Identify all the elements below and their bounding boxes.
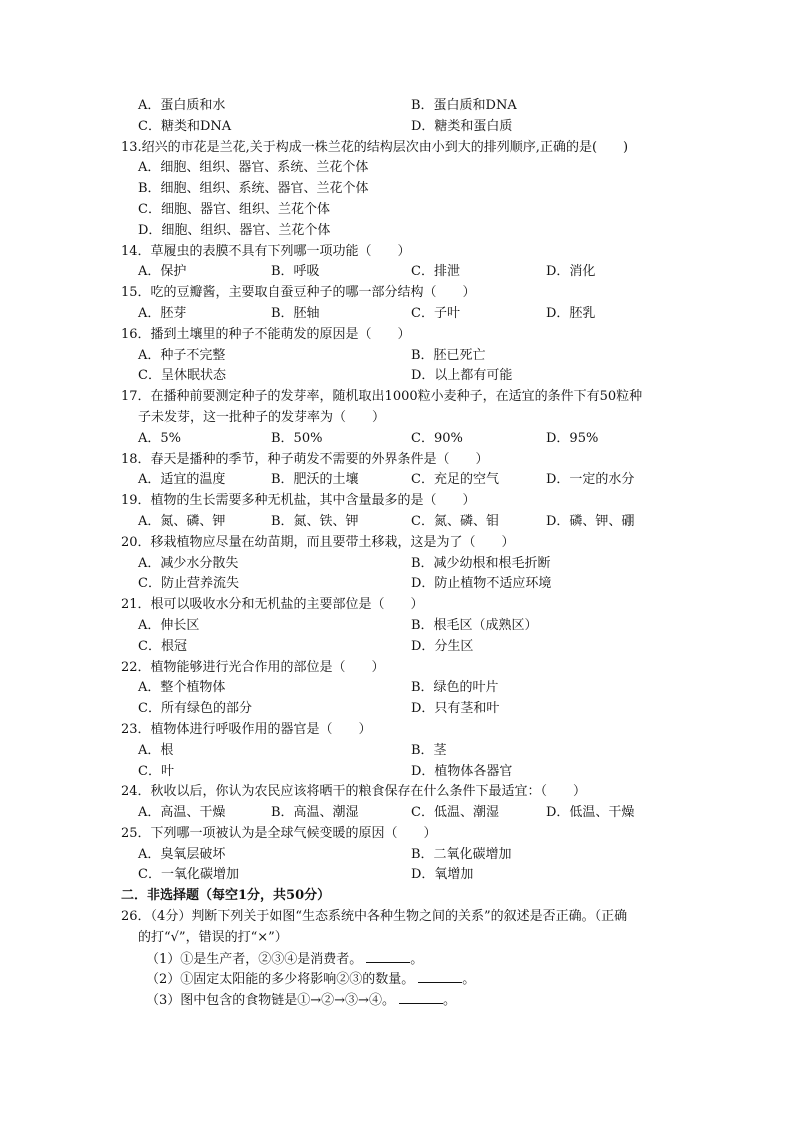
q17-option-a: A．5% — [138, 430, 182, 446]
q26-sub3 — [121, 990, 681, 1011]
q22-option-a: A．整个植物体 — [138, 680, 226, 696]
q17-option-d: D．95% — [546, 430, 599, 446]
q16-option-b: B．胚已死亡 — [411, 347, 486, 363]
q19-option-d: D．磷、钾、硼 — [546, 513, 635, 529]
q18-option-c: C．充足的空气 — [411, 472, 499, 488]
q23-stem: 23．植物体进行呼吸作用的器官是（ ） — [121, 721, 372, 737]
q15-option-d: D．胚乳 — [546, 305, 596, 321]
q26-sub3-text: （3）图中包含的食物链是①→②→③→④。 — [146, 993, 395, 1009]
q24-stem: 24．秋收以后，你认为农民应该将晒干的粮食保存在什么条件下最适宜：（ ） — [121, 784, 587, 800]
q25-stem: 25．下列哪一项被认为是全球气候变暖的原因（ ） — [121, 825, 437, 841]
q22-options-row1 — [121, 678, 681, 699]
q13-option-d: D．细胞、组织、器官、兰花个体 — [138, 222, 331, 238]
q16-option-a: A．种子不完整 — [138, 347, 226, 363]
q16-options-row2 — [121, 366, 681, 387]
answer-blank[interactable] — [366, 949, 410, 963]
answer-blank[interactable] — [418, 969, 462, 983]
q23-option-a: A．根 — [138, 742, 174, 758]
q22-option-d: D．只有茎和叶 — [411, 701, 500, 717]
q25-option-b: B．二氧化碳增加 — [411, 846, 512, 862]
q25-options-row2 — [121, 865, 681, 886]
q20-option-d: D．防止植物不适应环境 — [411, 576, 552, 592]
q26-sub2-end: 。 — [462, 972, 476, 988]
q23-options-row1 — [121, 741, 681, 762]
q20-stem: 20．移栽植物应尽量在幼苗期，而且要带土移栽，这是为了（ ） — [121, 534, 515, 550]
q17-options — [121, 429, 681, 450]
q14-option-d: D．消化 — [546, 264, 596, 280]
q26-sub1-text: （1）①是生产者，②③④是消费者。 — [146, 951, 363, 967]
q15-option-a: A．胚芽 — [138, 305, 187, 321]
q20-options-row1 — [121, 554, 681, 575]
q15-option-b: B．胚轴 — [271, 305, 320, 321]
q13-option-b: B．细胞、组织、系统、器官、兰花个体 — [138, 181, 369, 197]
q13-option-c: C．细胞、器官、组织、兰花个体 — [138, 201, 330, 217]
q20-option-c: C．防止营养流失 — [138, 576, 239, 592]
q21-option-b: B．根毛区（成熟区） — [411, 617, 538, 633]
q12-option-a: A．蛋白质和水 — [138, 98, 226, 113]
answer-blank[interactable] — [399, 990, 443, 1004]
q15-option-c: C．子叶 — [411, 305, 460, 321]
q16-option-d: D．以上都有可能 — [411, 368, 513, 384]
q18-option-a: A．适宜的温度 — [138, 472, 226, 488]
q25-option-d: D．氧增加 — [411, 867, 474, 883]
q18-stem: 18．春天是播种的季节，种子萌发不需要的外界条件是（ ） — [121, 451, 489, 467]
q24-option-b: B．高温、潮湿 — [271, 805, 359, 821]
q24-option-c: C．低温、潮湿 — [411, 805, 499, 821]
q22-option-b: B．绿色的叶片 — [411, 680, 499, 696]
q23-option-d: D．植物体各器官 — [411, 763, 513, 779]
q18-options — [121, 470, 681, 491]
q17-option-c: C．90% — [411, 430, 463, 446]
q14-option-b: B．呼吸 — [271, 264, 320, 280]
q20-option-a: A．减少水分散失 — [138, 555, 239, 571]
q21-options-row1 — [121, 616, 681, 637]
question-list — [121, 96, 681, 1011]
q20-options-row2 — [121, 574, 681, 595]
q26-sub3-end: 。 — [442, 993, 456, 1009]
q23-options-row2 — [121, 762, 681, 783]
q16-options-row1 — [121, 346, 681, 367]
q16-option-c: C．呈休眠状态 — [138, 368, 226, 384]
q26-sub2 — [121, 969, 681, 990]
q19-stem: 19．植物的生长需要多种无机盐，其中含量最多的是（ ） — [121, 493, 476, 509]
q19-option-b: B．氮、铁、钾 — [271, 513, 359, 529]
q15-options — [121, 304, 681, 325]
q14-option-c: C．排泄 — [411, 264, 460, 280]
q21-option-a: A．伸长区 — [138, 617, 200, 633]
q24-option-d: D．低温、干燥 — [546, 805, 635, 821]
q21-options-row2 — [121, 637, 681, 658]
q19-option-c: C．氮、磷、钼 — [411, 513, 499, 529]
q16-stem: 16．播到土壤里的种子不能萌发的原因是（ ） — [121, 326, 411, 342]
q26-sub2-text: （2）①固定太阳能的多少将影响②③的数量。 — [146, 972, 415, 988]
q14-options — [121, 262, 681, 283]
q26-sub1-end: 。 — [410, 951, 424, 967]
q20-option-b: B．减少幼根和根毛折断 — [411, 555, 551, 571]
q21-option-c: C．根冠 — [138, 638, 187, 654]
q14-stem: 14．草履虫的表膜不具有下列哪一项功能（ ） — [121, 243, 411, 259]
q24-option-a: A．高温、干燥 — [138, 805, 226, 821]
q18-option-b: B．肥沃的土壤 — [271, 472, 359, 488]
q17-stem-line1: 17．在播种前要测定种子的发芽率，随机取出1000粒小麦种子，在适宜的条件下有50粒种 — [121, 389, 643, 405]
section-title: 二．非选择题（每空1分，共50分） — [121, 888, 331, 904]
q22-option-c: C．所有绿色的部分 — [138, 701, 252, 717]
q22-options-row2 — [121, 699, 681, 720]
q23-option-b: B．茎 — [411, 742, 447, 758]
q24-options — [121, 803, 681, 824]
q22-stem: 22．植物能够进行光合作用的部位是（ ） — [121, 659, 385, 675]
q12-option-d: D．糖类和蛋白质 — [411, 118, 513, 134]
q26-sub1 — [121, 949, 681, 970]
q23-option-c: C．叶 — [138, 763, 174, 779]
q12-option-b: B．蛋白质和DNA — [411, 98, 517, 113]
q15-stem: 15．吃的豆瓣酱，主要取自蚕豆种子的哪一部分结构（ ） — [121, 285, 476, 301]
q12-options-row1 — [121, 96, 681, 117]
q26-stem-line1: 26．（4分）判断下列关于如图“生态系统中各种生物之间的关系”的叙述是否正确。（正确 — [121, 909, 628, 925]
q26-stem-line2: 的打“√”，错误的打“×”） — [138, 929, 288, 945]
q12-option-c: C．糖类和DNA — [138, 118, 232, 134]
q18-option-d: D．一定的水分 — [546, 472, 635, 488]
q25-option-c: C．一氧化碳增加 — [138, 867, 239, 883]
q19-options — [121, 512, 681, 533]
q21-stem: 21．根可以吸收水分和无机盐的主要部位是（ ） — [121, 597, 424, 613]
q13-stem: 13.绍兴的市花是兰花,关于构成一株兰花的结构层次由小到大的排列顺序,正确的是( ) — [121, 139, 629, 155]
q21-option-d: D．分生区 — [411, 638, 474, 654]
q14-option-a: A．保护 — [138, 264, 187, 280]
q17-option-b: B．50% — [271, 430, 323, 446]
q12-options-row2 — [121, 117, 681, 138]
q17-stem-line2: 子未发芽，这一批种子的发芽率为（ ） — [138, 409, 386, 425]
q13-option-a: A．细胞、组织、器官、系统、兰花个体 — [138, 160, 369, 176]
q19-option-a: A．氮、磷、钾 — [138, 513, 226, 529]
q25-options-row1 — [121, 845, 681, 866]
q25-option-a: A．臭氧层破坏 — [138, 846, 226, 862]
